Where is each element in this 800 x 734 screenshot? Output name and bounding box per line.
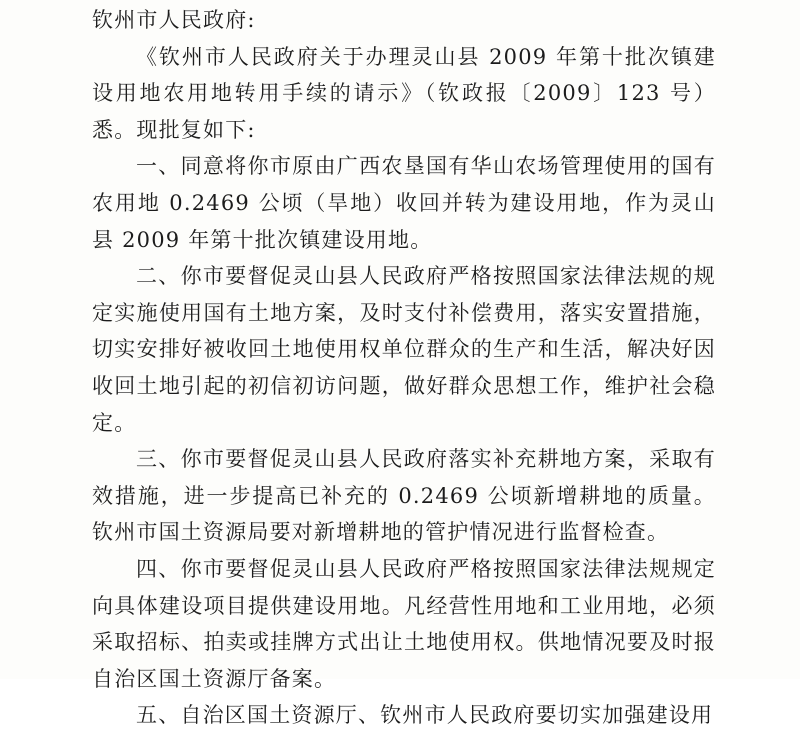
- paragraph-item-2: 二、你市要督促灵山县人民政府严格按照国家法律法规的规定实施使用国有土地方案，及时支付补偿费用，落实安置措施，切实安排好被收回土地使用权单位群众的生产和生活，解决好因收回土地引起的初信初访问题，做好群众思想工作，维护社会稳定。: [92, 264, 716, 435]
- document-body: [92, 2, 716, 734]
- paragraph-request-reference: 《钦州市人民政府关于办理灵山县 2009 年第十批次镇建设用地农用地转用手续的请示》（钦政报〔2009〕123 号）悉。现批复如下:: [92, 44, 716, 142]
- salutation: 钦州市人民政府:: [92, 8, 256, 32]
- paragraph-item-3: 三、你市要督促灵山县人民政府落实补充耕地方案，采取有效措施，进一步提高已补充的 0.2469 公顷新增耕地的质量。钦州市国土资源局要对新增耕地的管护情况进行监督检查。: [92, 447, 716, 545]
- paragraph-item-5: 五、自治区国土资源厅、钦州市人民政府要切实加强建设用: [136, 703, 714, 728]
- paragraph-item-1: 一、同意将你市原由广西农垦国有华山农场管理使用的国有农用地 0.2469 公顷（旱地）收回并转为建设用地，作为灵山县 2009 年第十批次镇建设用地。: [92, 154, 716, 252]
- paragraph-item-4: 四、你市要督促灵山县人民政府严格按照国家法律法规规定向具体建设项目提供建设用地。凡经营性用地和工业用地，必须采取招标、拍卖或挂牌方式出让土地使用权。供地情况要及时报自治区国土资源厅备案。: [92, 556, 716, 691]
